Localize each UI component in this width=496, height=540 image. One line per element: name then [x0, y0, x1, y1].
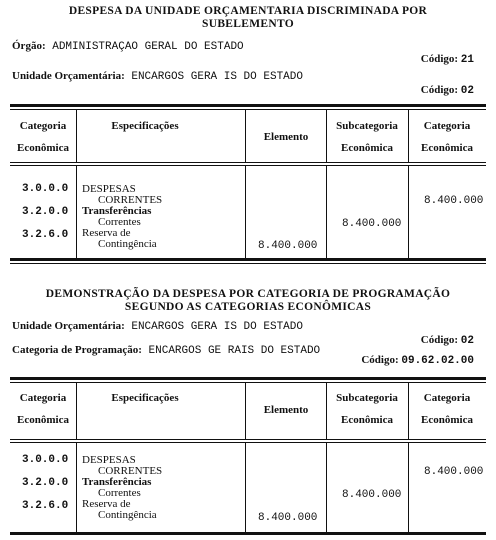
col-divider: [245, 443, 246, 532]
catprog-label: Categoria de Programação:: [12, 344, 142, 356]
header-especificacoes: Especificações: [111, 392, 179, 404]
subcategoria-value: 8.400.000: [342, 489, 402, 501]
spec-block: DESPESAS CORRENTES Transferências Correntes Reserva de Contingência: [82, 454, 163, 521]
col-divider: [326, 166, 327, 258]
unidade-value: ENCARGOS GERA IS DO ESTADO: [131, 71, 303, 83]
title-line-2: SUBELEMENTO: [202, 18, 294, 30]
title-line-1: DEMONSTRAÇÃO DA DESPESA POR CATEGORIA DE PROGRAMAÇÃO: [45, 288, 451, 300]
categoria-value: 8.400.000: [424, 466, 484, 478]
header-bottom-rule-2: [10, 442, 486, 443]
unidade-value: ENCARGOS GERA IS DO ESTADO: [131, 321, 303, 333]
code-3200: 3.2.0.0: [22, 206, 69, 218]
header-categoria: Categoria Econômica: [17, 120, 69, 154]
elemento-value: 8.400.000: [258, 240, 318, 252]
code-3260: 3.2.6.0: [22, 229, 69, 241]
orgao-label: Órgão:: [12, 40, 46, 52]
code-3200: 3.2.0.0: [22, 477, 69, 489]
unidade-label: Unidade Orçamentária:: [12, 70, 125, 82]
header-bottom-rule: [10, 439, 486, 440]
table-bottom-rule: [10, 532, 486, 535]
orgao-value: ADMINISTRAÇAO GERAL DO ESTADO: [52, 41, 244, 53]
col-divider: [408, 443, 409, 532]
header-bottom-rule: [10, 162, 486, 163]
section-2: [0, 272, 496, 540]
header-elemento: Elemento: [263, 404, 309, 416]
col-divider: [408, 166, 409, 258]
table-top-rule: [10, 104, 486, 107]
catprog-line: [12, 344, 320, 357]
code-3000: 3.0.0.0: [22, 183, 69, 195]
unidade-line: [12, 320, 303, 333]
codigo-unidade: Código: 02: [420, 84, 474, 97]
catprog-value: ENCARGOS GE RAIS DO ESTADO: [148, 345, 321, 357]
col-divider: [76, 383, 77, 439]
subcategoria-value: 8.400.000: [342, 218, 402, 230]
table-bottom-rule: [10, 258, 486, 261]
section-1-title: [0, 5, 496, 31]
codigo-orgao: Código: 21: [420, 53, 474, 66]
codigo-catprog: Código: 09.62.02.00: [361, 354, 474, 367]
header-bottom-rule-2: [10, 165, 486, 166]
table-top-rule: [10, 377, 486, 380]
spec-block: DESPESAS CORRENTES Transferências Correntes Reserva de Contingência: [82, 183, 163, 250]
unidade-line: [12, 70, 303, 83]
header-categoria-2: Categoria Econômica: [421, 392, 473, 426]
section-2-title: [0, 288, 496, 314]
codigo-unidade: Código: 02: [420, 334, 474, 347]
header-especificacoes: Especificações: [111, 120, 179, 132]
header-subcategoria: Subcategoria Econômica: [336, 392, 398, 426]
elemento-value: 8.400.000: [258, 512, 318, 524]
col-divider: [76, 443, 77, 532]
header-elemento: Elemento: [263, 131, 309, 143]
table-top-rule-2: [10, 109, 486, 110]
title-line-2: SEGUNDO AS CATEGORIAS ECONÔMICAS: [124, 301, 372, 313]
categoria-value: 8.400.000: [424, 195, 484, 207]
code-3000: 3.0.0.0: [22, 454, 69, 466]
col-divider: [326, 443, 327, 532]
header-subcategoria: Subcategoria Econômica: [336, 120, 398, 154]
title-line-1: DESPESA DA UNIDADE ORÇAMENTARIA DISCRIMINADA POR: [68, 5, 428, 17]
table-bottom-rule-2: [10, 263, 486, 264]
orgao-line: [12, 40, 244, 53]
unidade-label: Unidade Orçamentária:: [12, 320, 125, 332]
col-divider: [76, 166, 77, 258]
code-3260: 3.2.6.0: [22, 500, 69, 512]
col-divider: [76, 110, 77, 162]
header-categoria: Categoria Econômica: [17, 392, 69, 426]
col-divider: [245, 166, 246, 258]
table-top-rule-2: [10, 382, 486, 383]
header-categoria-2: Categoria Econômica: [421, 120, 473, 154]
